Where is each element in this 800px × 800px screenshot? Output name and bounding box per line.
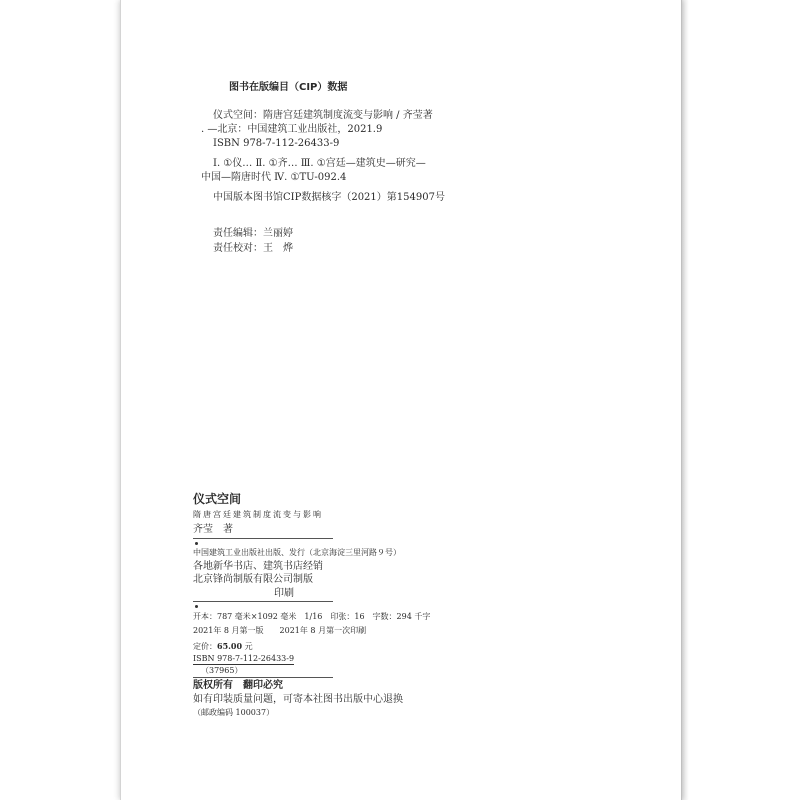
cip-header: 图书在版编目（CIP）数据 (229, 82, 348, 93)
book-page (120, 0, 682, 800)
colophon-distributor: 各地新华书店、建筑书店经销 (193, 561, 323, 572)
colophon-plate-maker: 北京锋尚制版有限公司制版 (193, 574, 313, 585)
colophon-price (193, 641, 253, 652)
price-unit: 元 (242, 642, 253, 651)
colophon-divider-mid (193, 601, 333, 602)
colophon-code: （37965） (201, 666, 243, 675)
cip-line-publisher: . —北京：中国建筑工业出版社，2021.9 (201, 124, 383, 135)
responsible-proofreader: 责任校对：王 烨 (213, 243, 293, 254)
copyright-notice: 版权所有 翻印必究 (193, 680, 283, 691)
colophon-printer: 印刷 (274, 588, 294, 599)
colophon-subtitle: 隋唐宫廷建筑制度流变与影响 (193, 510, 323, 519)
colophon-edition: 2021年 8 月第一版 2021年 8 月第一次印刷 (193, 626, 367, 635)
price-label: 定价： (193, 642, 217, 651)
cip-line-classification: Ⅰ. ①仪… Ⅱ. ①齐… Ⅲ. ①宫廷—建筑史—研究— (213, 158, 426, 169)
colophon-title: 仪式空间 (193, 492, 242, 506)
colophon-divider-top (193, 538, 333, 539)
cip-line-title: 仪式空间：隋唐宫廷建筑制度流变与影响 / 齐莹著 (213, 110, 433, 121)
return-note: 如有印装质量问题，可寄本社图书出版中心退换 (193, 694, 403, 705)
cip-line-classification-cont: 中国—隋唐时代 Ⅳ. ①TU-092.4 (201, 172, 347, 183)
colophon-divider-bottom (193, 677, 333, 678)
bullet-icon (195, 605, 198, 608)
responsible-editor: 责任编辑：兰丽婷 (213, 228, 293, 239)
colophon-isbn: ISBN 978-7-112-26433-9 (193, 654, 295, 663)
colophon-publisher: 中国建筑工业出版社出版、发行（北京海淀三里河路９号） (193, 548, 401, 557)
cip-line-isbn: ISBN 978-7-112-26433-9 (213, 138, 340, 149)
cip-line-record-number: 中国版本图书馆CIP数据核字（2021）第154907号 (213, 192, 445, 203)
colophon-author: 齐莹 著 (193, 524, 233, 535)
bullet-icon (195, 542, 198, 545)
colophon-format: 开本：787 毫米×1092 毫米 1/16 印张：16 字数：294 千字 (193, 612, 431, 621)
postcode: （邮政编码 100037） (193, 708, 275, 717)
price-value: 65.00 (217, 641, 243, 651)
